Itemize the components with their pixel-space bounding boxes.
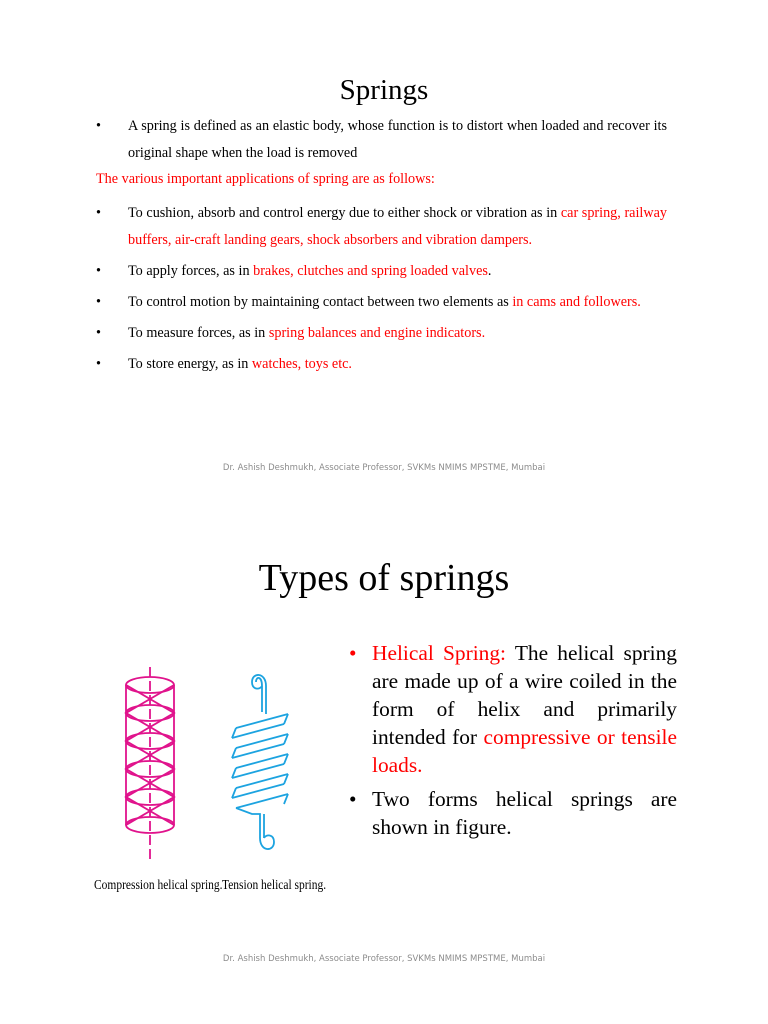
slide-title: Types of springs [258,557,510,599]
helical-spring-text: The helical spring are made up of a wire coiled in the form of helix and primarily intended for [372,641,677,749]
application-highlight: watches, toys etc. [251,356,352,372]
caption-tension: Tension helical spring. [222,878,327,893]
application-item [96,200,667,254]
helical-spring-highlight: compressive or tensile loads. [372,725,677,777]
application-highlight: spring balances and engine indicators. [268,325,486,341]
bullet-dot: • [96,205,101,221]
application-text: To measure forces, as in [128,325,269,341]
slide-springs [0,0,768,500]
compression-spring-icon [126,667,174,861]
application-tail: . [487,263,492,279]
application-text: To apply forces, as in [128,263,254,279]
application-item [96,320,667,347]
bullet-helical-spring [344,639,677,779]
slide-title: Springs [339,74,429,106]
bullet-dot: • [96,356,101,372]
application-text: To cushion, absorb and control energy due to either shock or vibration as in [128,205,561,221]
bullet-two-forms [344,785,677,841]
application-text: To store energy, as in [128,356,252,372]
tension-spring-icon [232,675,288,849]
application-highlight: car spring, railway buffers, air-craft landing gears, shock absorbers and vibration dampers. [128,205,667,248]
definition-list [96,113,667,167]
types-list [344,639,677,841]
application-highlight: in cams and followers. [512,294,641,310]
bullet-dot: • [96,263,101,279]
bullet-dot: • [96,294,101,310]
caption-compression: Compression helical spring. [94,878,223,893]
helical-spring-label: Helical Spring: [372,641,506,665]
slide-types-of-springs [0,500,768,1024]
application-item [96,258,667,285]
application-item [96,289,667,316]
applications-intro: The various important applications of spring are as follows: [96,171,435,187]
bullet-dot: • [96,118,101,134]
application-text: To control motion by maintaining contact between two elements as [128,294,513,310]
application-highlight: brakes, clutches and spring loaded valves [253,263,488,279]
slide-footer: Dr. Ashish Deshmukh, Associate Professor, SVKMs NMIMS MPSTME, Mumbai [222,954,546,964]
slide-footer: Dr. Ashish Deshmukh, Associate Professor, SVKMs NMIMS MPSTME, Mumbai [222,463,546,473]
bullet-definition [96,113,667,167]
two-forms-text: Two forms helical springs are shown in figure. [372,787,677,839]
application-item [96,351,667,378]
tension-spring-figure [222,668,302,856]
bullet-dot: • [349,787,357,811]
bullet-dot: • [96,325,101,341]
compression-spring-figure [110,665,190,865]
definition-text: A spring is defined as an elastic body, whose function is to distort when loaded and recover its original shape when the load is removed [128,118,667,161]
bullet-dot: • [349,641,357,665]
applications-list [96,200,667,378]
